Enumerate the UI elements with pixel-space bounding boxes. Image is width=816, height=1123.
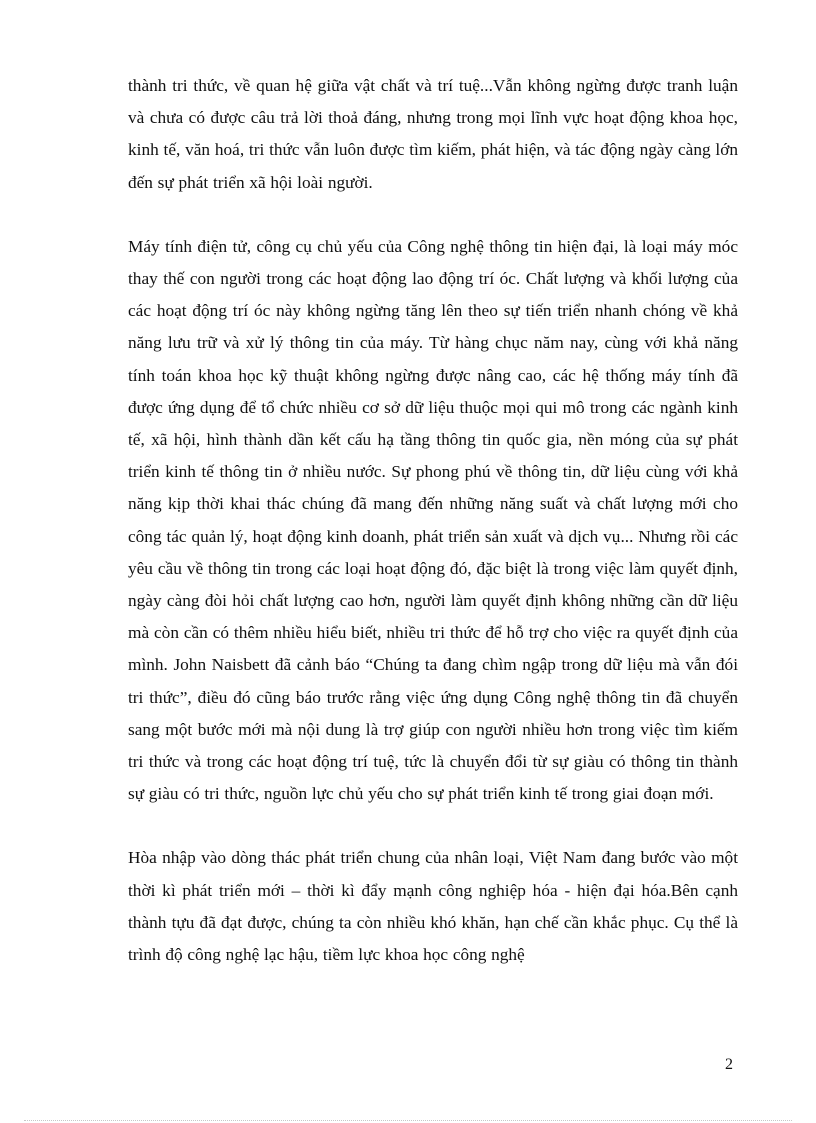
page-bottom-dotted-rule (24, 1120, 792, 1121)
paragraph-1: thành tri thức, về quan hệ giữa vật chất và trí tuệ...Vẫn không ngừng được tranh luận và chưa có được câu trả lời thoả đáng, nhưng trong mọi lĩnh vực hoạt động khoa học, kinh tế, văn hoá, tri thức vẫn luôn được tìm kiếm, phát hiện, và tác động ngày càng lớn đến sự phát triển xã hội loài người. (128, 76, 738, 192)
paragraph-2: Máy tính điện tử, công cụ chủ yếu của Công nghệ thông tin hiện đại, là loại máy móc thay thế con người trong các hoạt động lao động trí óc. Chất lượng và khối lượng của các hoạt động trí óc này không ngừng tăng lên theo sự tiến triển nhanh chóng về khả năng lưu trữ và xử lý thông tin của máy. Từ hàng chục năm nay, cùng với khả năng tính toán khoa học kỹ thuật không ngừng được nâng cao, các hệ thống máy tính đã được ứng dụng để tổ chức nhiều cơ sở dữ liệu thuộc mọi qui mô trong các ngành kinh tế, xã hội, hình thành dần kết cấu hạ tầng thông tin quốc gia, nền móng của sự phát triển kinh tế thông tin ở nhiều nước. Sự phong phú về thông tin, dữ liệu cùng với khả năng kịp thời khai thác chúng đã mang đến những năng suất và chất lượng mới cho công tác quản lý, hoạt động kinh doanh, phát triển sản xuất và dịch vụ... Nhưng rồi các yêu cầu về thông tin trong các loại hoạt động đó, đặc biệt là trong việc làm quyết định, ngày càng đòi hỏi chất lượng cao hơn, người làm quyết định không những cần dữ liệu mà còn cần có thêm nhiều hiểu biết, nhiều tri thức để hỗ trợ cho việc ra quyết định của mình. John Naisbett đã cảnh báo “Chúng ta đang chìm ngập trong dữ liệu mà vẫn đói tri thức”, điều đó cũng báo trước rằng việc ứng dụng Công nghệ thông tin đã chuyển sang một bước mới mà nội dung là trợ giúp con người nhiều hơn trong việc tìm kiếm tri thức và trong các hoạt động trí tuệ, tức là chuyển đổi từ sự giàu có thông tin thành sự giàu có tri thức, nguồn lực chủ yếu cho sự phát triển kinh tế trong giai đoạn mới. (128, 236, 738, 804)
page-body (128, 70, 738, 971)
paragraph-3: Hòa nhập vào dòng thác phát triển chung của nhân loại, Việt Nam đang bước vào một thời kì phát triển mới – thời kì đẩy mạnh công nghiệp hóa - hiện đại hóa.Bên cạnh thành tựu đã đạt được, chúng ta còn nhiều khó khăn, hạn chế cần khắc phục. Cụ thể là trình độ công nghệ lạc hậu, tiềm lực khoa học công nghệ (128, 848, 738, 965)
page-number: 2 (725, 1056, 733, 1073)
